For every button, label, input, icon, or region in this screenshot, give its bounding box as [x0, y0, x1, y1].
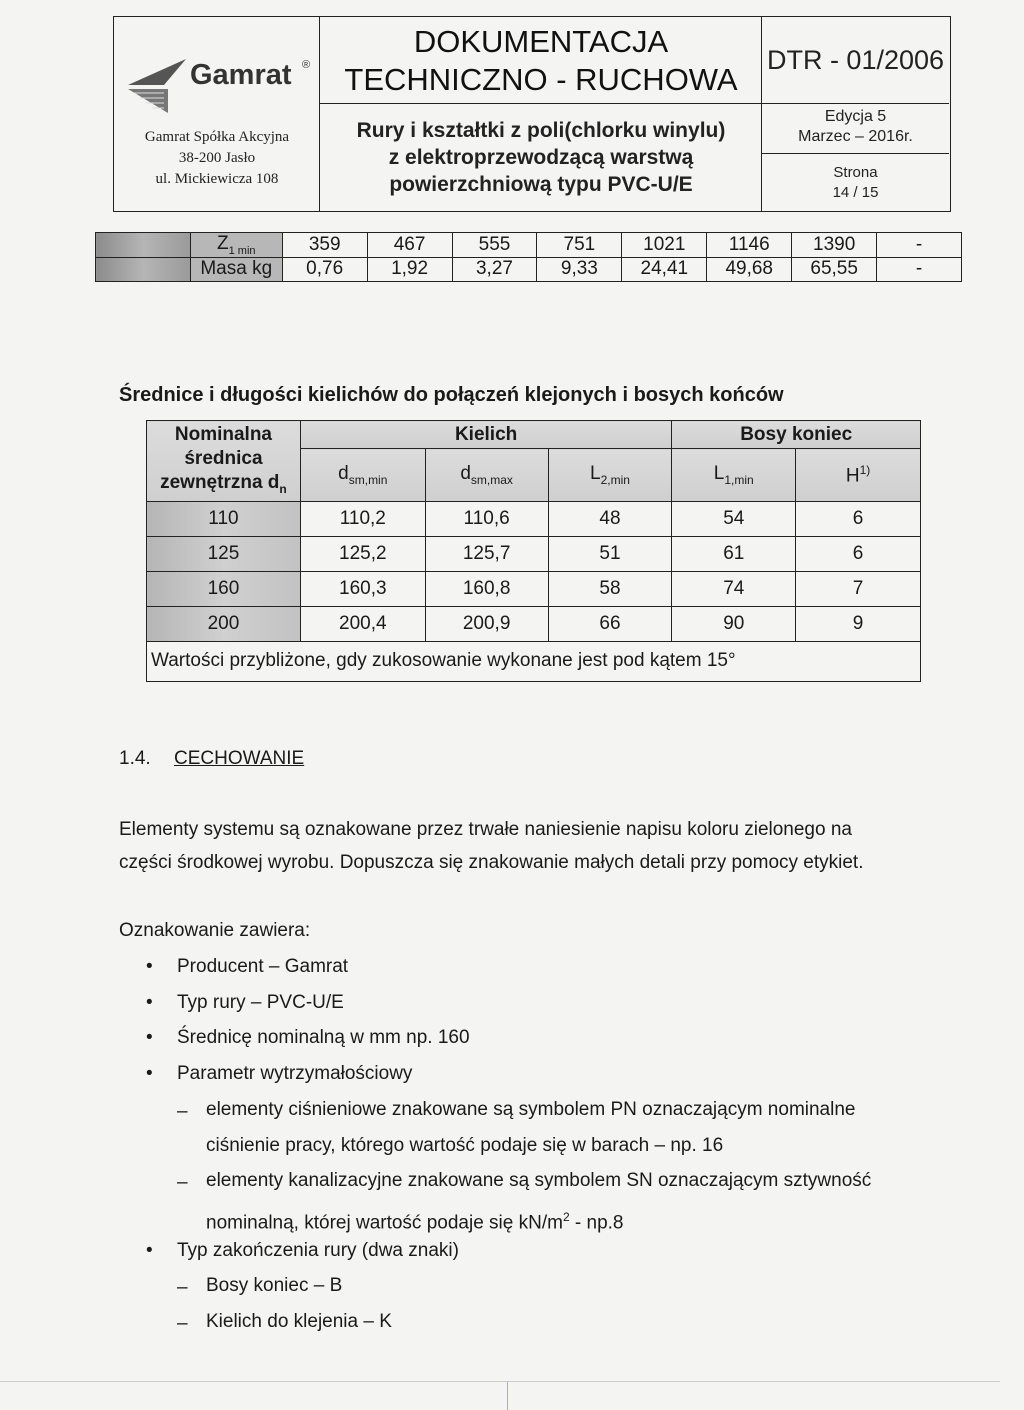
section-heading-title: CECHOWANIE: [173, 748, 305, 769]
table-cell: 3,27: [452, 257, 537, 281]
list-item: Parametr wytrzymałościowy: [177, 1063, 413, 1084]
company-name: Gamrat Spółka Akcyjna: [144, 129, 290, 145]
page-fold-line: [507, 1382, 508, 1410]
doc-number: DTR - 01/2006: [766, 45, 945, 75]
table-cell: 58: [548, 571, 672, 606]
company-address: [114, 127, 320, 190]
table-cell: 54: [672, 501, 796, 536]
company-block: [114, 17, 320, 211]
table-cell: 49,68: [707, 257, 792, 281]
section-title: Średnice i długości kielichów do połączeń klejonych i bosych końców: [119, 384, 784, 406]
list-item: Typ zakończenia rury (dwa znaki): [177, 1240, 459, 1261]
document-header: [113, 16, 951, 212]
paragraph-line: części środkowej wyrobu. Dopuszcza się znakowanie małych detali przy pomocy etykiet.: [119, 852, 864, 873]
doc-info-block: [762, 17, 949, 211]
dash-marker: –: [177, 1101, 188, 1122]
paragraph-line: Elementy systemu są oznakowane przez trwałe naniesienie napisu koloru zielonego na: [119, 819, 852, 840]
table-cell: 125,2: [300, 536, 425, 571]
table-cell: 110,2: [300, 501, 425, 536]
subheader-dsm-min: $d_{sm,min}$: [300, 449, 425, 501]
table-cell: 1,92: [367, 257, 452, 281]
table-header-row: [147, 421, 921, 449]
paragraph: [119, 813, 863, 879]
table-cell: 1021: [622, 233, 707, 258]
subheader-dsm-max: $d_{sm,max}$: [425, 449, 548, 501]
row-label-masa: Masa kg: [190, 257, 282, 281]
page-bottom-edge: [0, 1381, 1000, 1382]
table-cell: 7: [796, 571, 921, 606]
table-cell: 200: [147, 606, 301, 641]
logo-registered-mark: ®: [302, 59, 311, 71]
sub-list-item: elementy ciśnieniowe znakowane są symbolem PN oznaczającym nominalne ciśnienie pracy, którego wartość podaje się w barach – np. 16: [206, 1099, 856, 1156]
table-cell: 24,41: [622, 257, 707, 281]
table-cell: 61: [672, 536, 796, 571]
bullet-icon: •: [146, 1027, 153, 1048]
table-cell: 160,3: [300, 571, 425, 606]
subheader-h: $H^{1)}$: [796, 449, 921, 501]
page-label: Strona: [833, 164, 878, 181]
company-city: 38-200 Jasło: [178, 150, 256, 166]
table-cell: 0,76: [282, 257, 367, 281]
table-cell: 6: [796, 501, 921, 536]
table-row: [147, 536, 921, 571]
table-row: [147, 606, 921, 641]
sub-list-item: Kielich do klejenia – K: [206, 1311, 392, 1332]
header-kielich: Kielich: [300, 421, 671, 449]
bullet-icon: •: [146, 1240, 153, 1261]
shaded-cell: [96, 257, 191, 281]
table-row: [96, 257, 962, 281]
logo-text: Gamrat: [190, 59, 292, 91]
table-row: [147, 501, 921, 536]
table-cell: -: [877, 233, 962, 258]
header-bosy-koniec: Bosy koniec: [672, 421, 921, 449]
subheader-l2-min: $L_{2,min}$: [548, 449, 672, 501]
table-cell: 555: [452, 233, 537, 258]
table-cell: 6: [796, 536, 921, 571]
list-item: Średnicę nominalną w mm np. 160: [177, 1027, 470, 1048]
table-cell: 74: [672, 571, 796, 606]
doc-title: [320, 23, 762, 99]
table-cell: 160,8: [425, 571, 548, 606]
table-cell: 9,33: [537, 257, 622, 281]
edition-label: Edycja 5: [824, 108, 887, 125]
gamrat-logo-icon: [124, 55, 196, 117]
bullet-icon: •: [146, 956, 153, 977]
title-block: [320, 17, 762, 211]
table-cell: 160: [147, 571, 301, 606]
table-cell: 110,6: [425, 501, 548, 536]
socket-dimensions-table: [146, 420, 921, 682]
table-cell: 125,7: [425, 536, 548, 571]
table-cell: 467: [367, 233, 452, 258]
bullet-icon: •: [146, 1063, 153, 1084]
table-cell: 359: [282, 233, 367, 258]
table-cell: 200,9: [425, 606, 548, 641]
table-cell: 200,4: [300, 606, 425, 641]
table-row: [147, 571, 921, 606]
row-label-z: $Z_{1 min}$: [190, 233, 282, 258]
dash-marker: –: [177, 1313, 188, 1334]
list-item: Producent – Gamrat: [177, 956, 349, 977]
table-cell: 65,55: [792, 257, 877, 281]
product-line2: z elektroprzewodzącą warstwą: [388, 146, 694, 169]
table-cell: 9: [796, 606, 921, 641]
edition-date: Marzec – 2016r.: [798, 128, 913, 145]
product-line1: Rury i kształtki z poli(chlorku winylu): [356, 119, 726, 142]
section-number: 1.4.: [119, 748, 151, 769]
product-line3: powierzchniową typu PVC-U/E: [389, 173, 693, 196]
section-heading: [119, 748, 304, 770]
table-cell: -: [877, 257, 962, 281]
table-cell: 1390: [792, 233, 877, 258]
dash-marker: –: [177, 1172, 188, 1193]
doc-title-line1: DOKUMENTACJA: [413, 24, 669, 59]
sub-list-item: Bosy koniec – B: [206, 1275, 343, 1296]
table-cell: 51: [548, 536, 672, 571]
bullet-icon: •: [146, 992, 153, 1013]
dash-marker: –: [177, 1277, 188, 1298]
page-value: 14 / 15: [832, 184, 879, 201]
subheader-l1-min: $L_{1,min}$: [672, 449, 796, 501]
doc-title-line2: TECHNICZNO - RUCHOWA: [344, 62, 738, 97]
table-cell: 48: [548, 501, 672, 536]
continuation-table: [95, 232, 962, 282]
table-cell: 110: [147, 501, 301, 536]
company-street: ul. Mickiewicza 108: [155, 171, 279, 187]
table-cell: 125: [147, 536, 301, 571]
list-intro: Oznakowanie zawiera:: [119, 920, 311, 941]
sub-list-item: elementy kanalizacyjne znakowane są symbolem SN oznaczającym sztywność nominalną, której wartość podaje się $kN/m^2 - np.8$: [206, 1170, 872, 1234]
product-description: [320, 117, 762, 198]
shaded-cell: [96, 233, 191, 258]
header-nominal-diameter: Nominalna średnica zewnętrzna $d_n$: [147, 421, 301, 502]
edition-info: [762, 107, 949, 147]
table-cell: 751: [537, 233, 622, 258]
table-row: [96, 233, 962, 258]
page-info: [762, 163, 949, 203]
table-footnote: Wartości przybliżone, gdy zukosowanie wykonane jest pod kątem 15°: [147, 641, 921, 681]
table-cell: 66: [548, 606, 672, 641]
table-footnote-row: [147, 641, 921, 681]
list-item: Typ rury – PVC-U/E: [177, 992, 344, 1013]
table-cell: 1146: [707, 233, 792, 258]
table-cell: 90: [672, 606, 796, 641]
